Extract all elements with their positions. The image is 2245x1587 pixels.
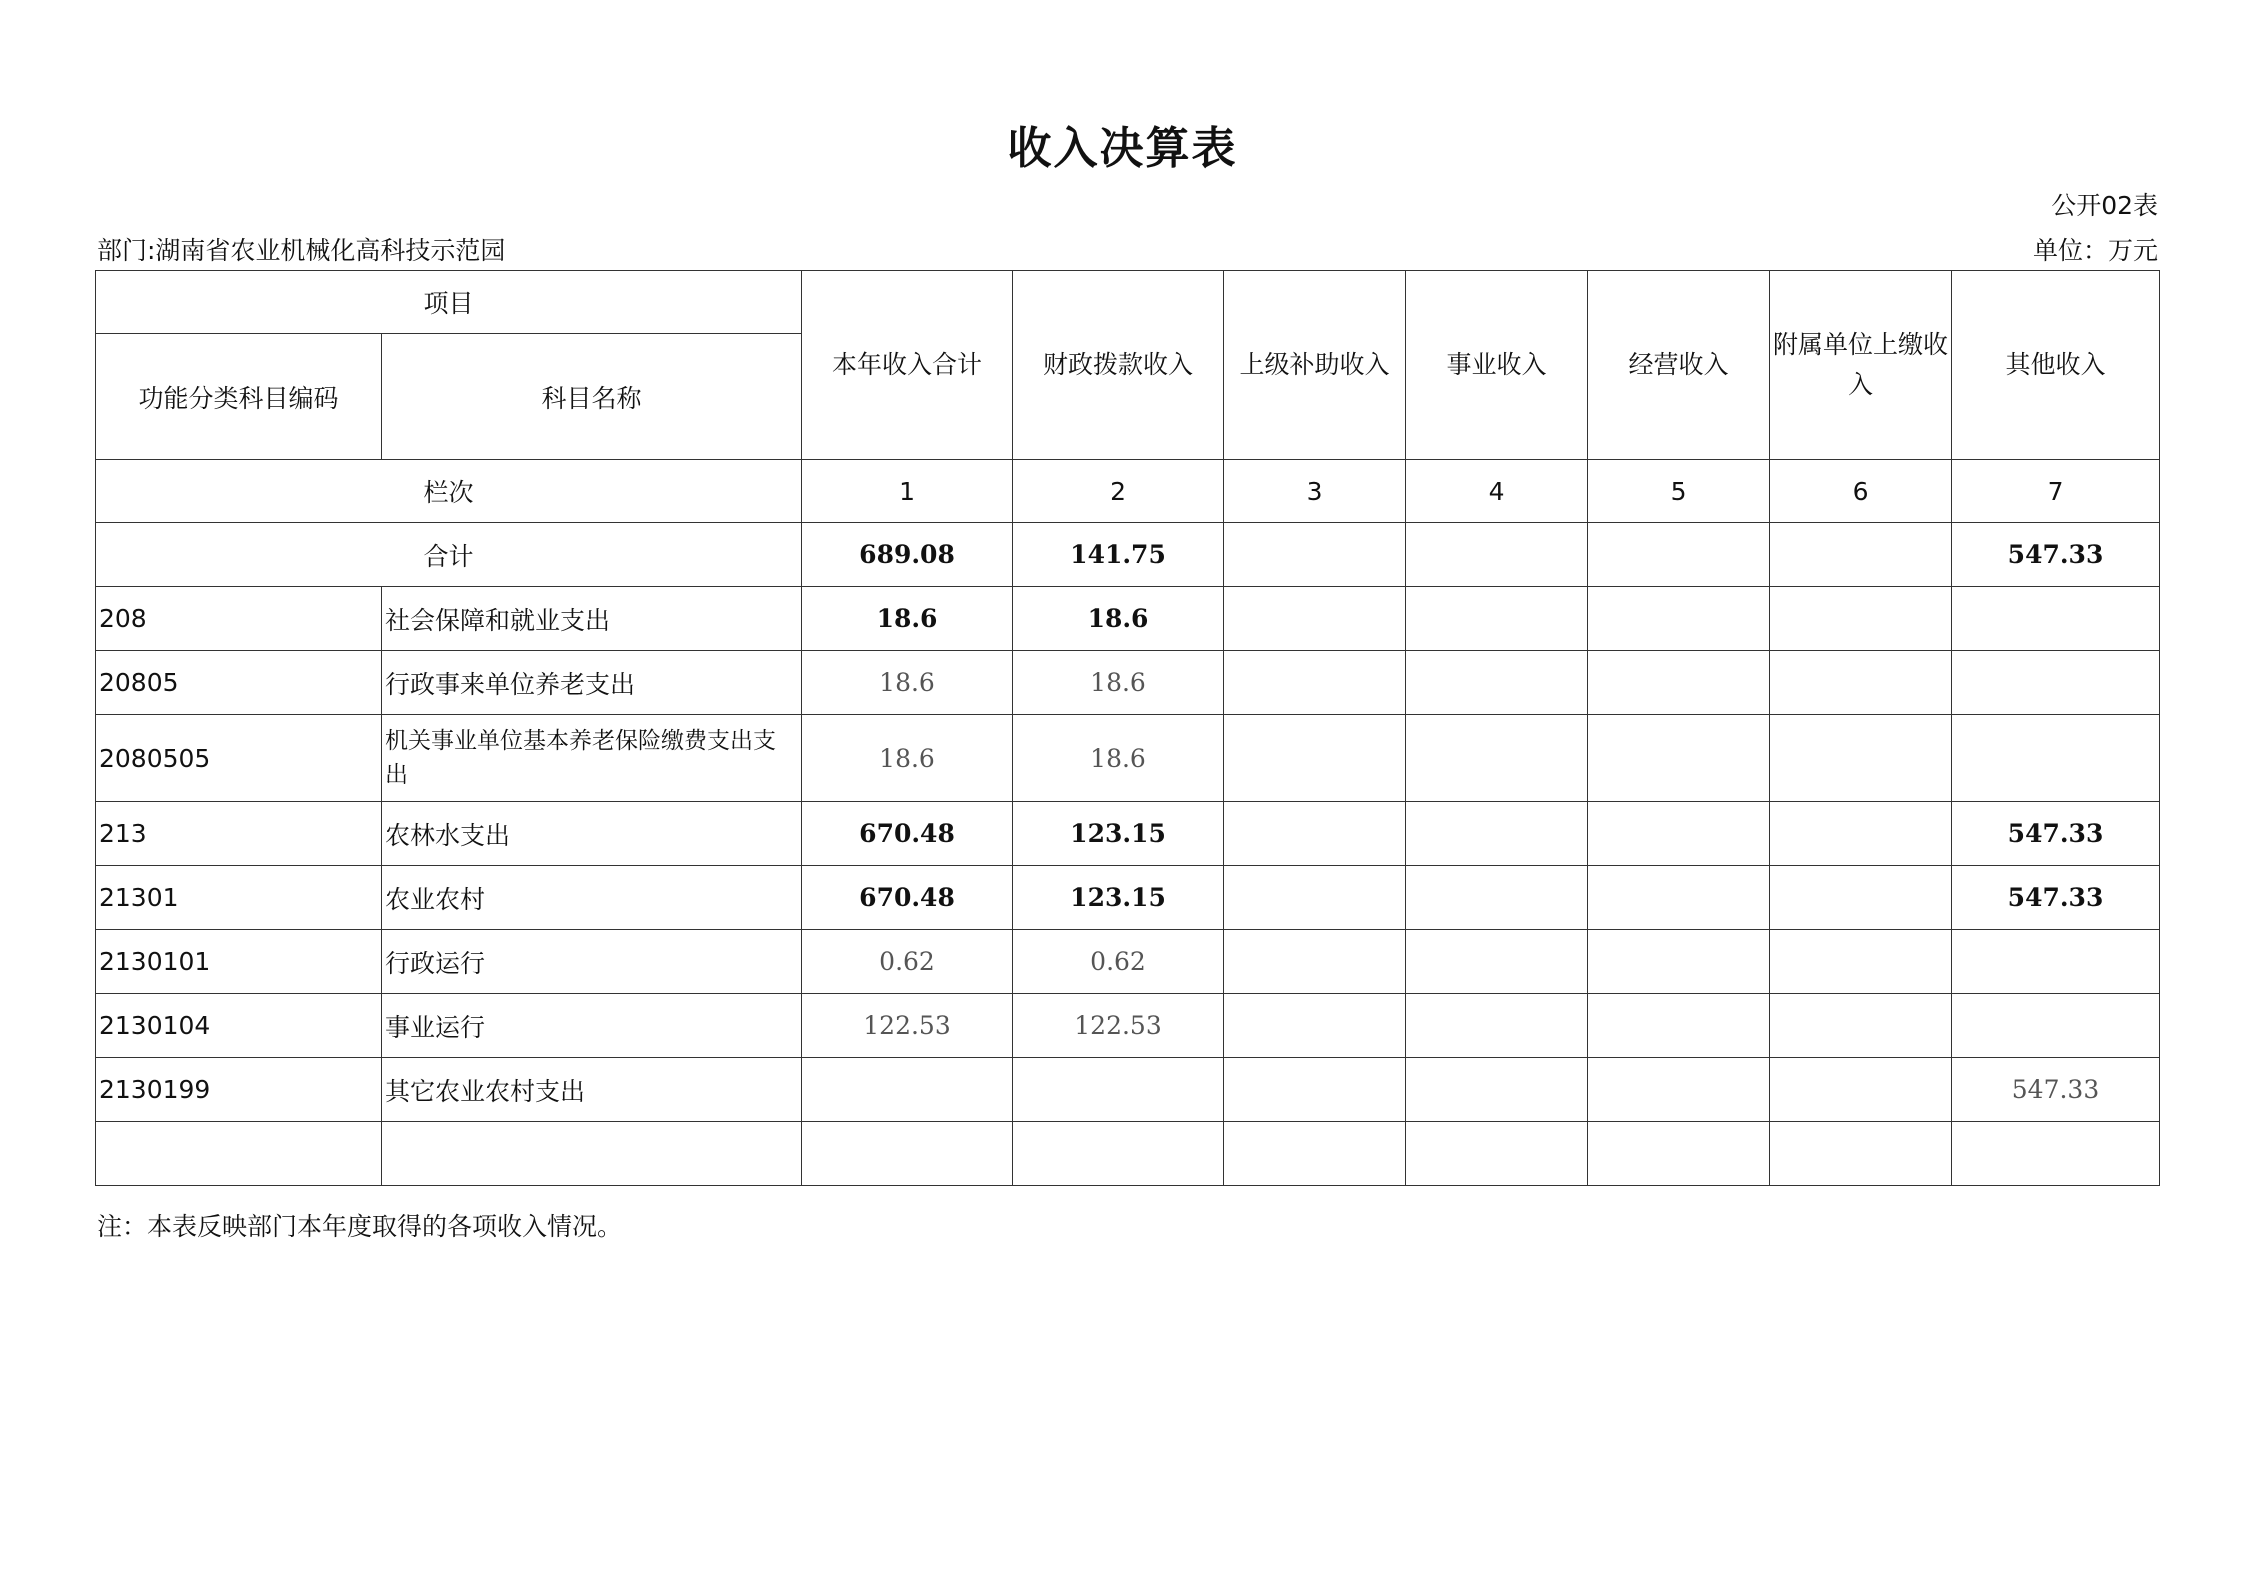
row-value: 122.53 [802, 994, 1013, 1058]
table-row [96, 994, 2160, 1058]
header-superior-subsidy: 上级补助收入 [1224, 271, 1406, 460]
header-subject-name: 科目名称 [382, 334, 802, 460]
row-name: 其它农业农村支出 [382, 1058, 802, 1122]
row-value [1588, 802, 1770, 866]
income-table [95, 270, 2160, 1186]
row-value [1588, 1122, 1770, 1186]
row-value [1406, 994, 1588, 1058]
row-code: 2130199 [96, 1058, 382, 1122]
column-num: 4 [1406, 460, 1588, 523]
total-value [1224, 523, 1406, 587]
header-operating: 经营收入 [1588, 271, 1770, 460]
row-value [1406, 802, 1588, 866]
row-code [96, 1122, 382, 1186]
row-name: 社会保障和就业支出 [382, 587, 802, 651]
row-value [1406, 651, 1588, 715]
row-value: 547.33 [1952, 866, 2160, 930]
row-value: 670.48 [802, 802, 1013, 866]
unit-label: 单位：万元 [2032, 236, 2158, 265]
row-name: 机关事业单位基本养老保险缴费支出支出 [382, 715, 802, 802]
row-name: 农林水支出 [382, 802, 802, 866]
row-value: 18.6 [1013, 651, 1224, 715]
table-row [96, 866, 2160, 930]
row-value [1770, 651, 1952, 715]
row-value [1952, 930, 2160, 994]
column-num: 1 [802, 460, 1013, 523]
header-business: 事业收入 [1406, 271, 1588, 460]
row-value: 18.6 [802, 587, 1013, 651]
row-value: 18.6 [802, 651, 1013, 715]
department-label: 部门:湖南省农业机械化高科技示范园 [97, 236, 506, 265]
row-value [1588, 1058, 1770, 1122]
row-value [1406, 866, 1588, 930]
row-value [1952, 651, 2160, 715]
row-value [1406, 1058, 1588, 1122]
row-value [802, 1122, 1013, 1186]
row-value [1770, 866, 1952, 930]
row-value [1013, 1058, 1224, 1122]
row-value: 0.62 [1013, 930, 1224, 994]
row-value [1588, 651, 1770, 715]
total-row-label: 合计 [96, 523, 802, 587]
header-affiliated: 附属单位上缴收入 [1770, 271, 1952, 460]
row-value [1588, 994, 1770, 1058]
row-value [1588, 715, 1770, 802]
row-code: 208 [96, 587, 382, 651]
column-num: 5 [1588, 460, 1770, 523]
row-value [1224, 715, 1406, 802]
row-value [1406, 715, 1588, 802]
column-num: 7 [1952, 460, 2160, 523]
table-row [96, 1122, 2160, 1186]
row-value: 122.53 [1013, 994, 1224, 1058]
row-name [382, 1122, 802, 1186]
row-value: 670.48 [802, 866, 1013, 930]
row-value [1406, 930, 1588, 994]
row-value: 547.33 [1952, 1058, 2160, 1122]
row-value [1588, 930, 1770, 994]
row-value: 123.15 [1013, 866, 1224, 930]
row-name: 事业运行 [382, 994, 802, 1058]
row-value [1224, 866, 1406, 930]
table-row [96, 930, 2160, 994]
row-value [1224, 1122, 1406, 1186]
row-code: 2130101 [96, 930, 382, 994]
footnote: 注：本表反映部门本年度取得的各项收入情况。 [97, 1212, 623, 1241]
row-value [1224, 587, 1406, 651]
row-value [1770, 1122, 1952, 1186]
row-value [1952, 1122, 2160, 1186]
row-value [1770, 715, 1952, 802]
row-value: 0.62 [802, 930, 1013, 994]
table-row [96, 1058, 2160, 1122]
column-row-label: 栏次 [96, 460, 802, 523]
row-value [1224, 651, 1406, 715]
row-value [1952, 587, 2160, 651]
row-value [1224, 1058, 1406, 1122]
row-value [1224, 930, 1406, 994]
row-code: 2130104 [96, 994, 382, 1058]
row-value [1770, 802, 1952, 866]
row-value: 18.6 [802, 715, 1013, 802]
header-other: 其他收入 [1952, 271, 2160, 460]
row-value [1406, 587, 1588, 651]
row-code: 20805 [96, 651, 382, 715]
page-title: 收入决算表 [1007, 123, 1238, 174]
column-num: 3 [1224, 460, 1406, 523]
row-value: 123.15 [1013, 802, 1224, 866]
row-value: 18.6 [1013, 715, 1224, 802]
row-value [1770, 587, 1952, 651]
row-value [1770, 1058, 1952, 1122]
row-value [1952, 994, 2160, 1058]
row-value: 547.33 [1952, 802, 2160, 866]
row-value [1588, 587, 1770, 651]
total-value: 141.75 [1013, 523, 1224, 587]
row-code: 2080505 [96, 715, 382, 802]
column-num: 6 [1770, 460, 1952, 523]
header-fiscal: 财政拨款收入 [1013, 271, 1224, 460]
row-name: 行政运行 [382, 930, 802, 994]
row-value [1952, 715, 2160, 802]
table-row [96, 651, 2160, 715]
table-row [96, 802, 2160, 866]
row-value [1770, 994, 1952, 1058]
row-name: 行政事来单位养老支出 [382, 651, 802, 715]
row-code: 21301 [96, 866, 382, 930]
form-code: 公开02表 [2051, 191, 2158, 220]
row-value [1406, 1122, 1588, 1186]
header-func-code: 功能分类科目编码 [96, 334, 382, 460]
row-value: 18.6 [1013, 587, 1224, 651]
total-value: 689.08 [802, 523, 1013, 587]
column-num: 2 [1013, 460, 1224, 523]
row-code: 213 [96, 802, 382, 866]
row-name: 农业农村 [382, 866, 802, 930]
total-value [1770, 523, 1952, 587]
table-row [96, 715, 2160, 802]
row-value [1224, 994, 1406, 1058]
row-value [1770, 930, 1952, 994]
row-value [1588, 866, 1770, 930]
total-value [1406, 523, 1588, 587]
header-total-income: 本年收入合计 [802, 271, 1013, 460]
row-value [802, 1058, 1013, 1122]
row-value [1013, 1122, 1224, 1186]
header-project: 项目 [96, 271, 802, 334]
total-value: 547.33 [1952, 523, 2160, 587]
total-value [1588, 523, 1770, 587]
row-value [1224, 802, 1406, 866]
table-row [96, 587, 2160, 651]
